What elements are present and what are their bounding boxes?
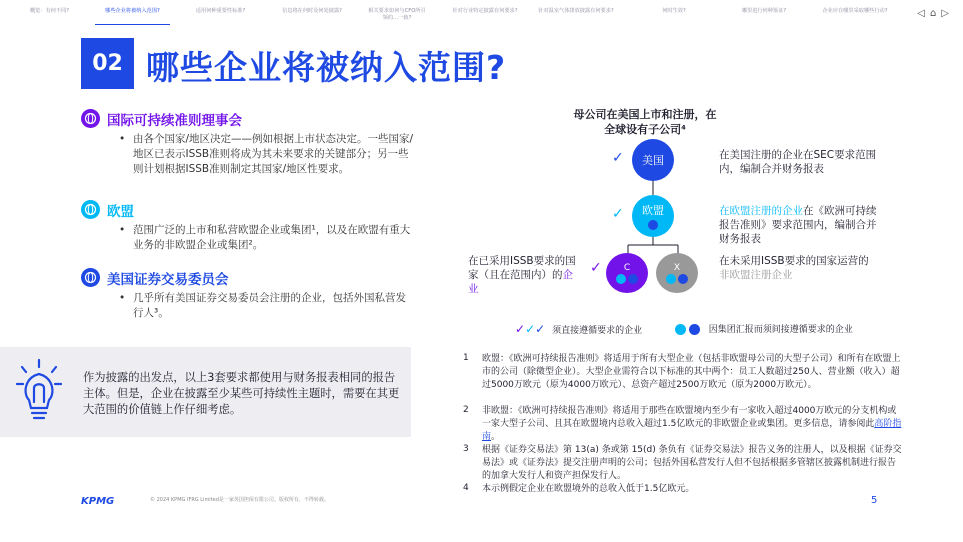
- note-x: [719, 254, 879, 282]
- legend-indirect: [675, 322, 853, 335]
- nav-item-industry[interactable]: 针对行业特定披露有何要求?: [452, 8, 518, 14]
- node-x-dots: [666, 274, 688, 284]
- node-x-dot-eu-icon: [666, 274, 676, 284]
- section-text-issb: 由各个国家/地区决定——例如根据上市状态决定。一些国家/地区已表示ISSB准则将成为其未来要求的关键部分；另一些则计划根据ISSB准则制定其国家/地区性要求。: [133, 133, 414, 175]
- legend-direct: [515, 322, 642, 336]
- checkmark-c-icon: ✓: [590, 260, 602, 276]
- next-arrow-icon[interactable]: ▷: [941, 8, 949, 19]
- node-c-dots: [616, 274, 638, 284]
- section-title-sec: 美国证券交易委员会: [107, 272, 229, 288]
- bullet-icon: •: [119, 292, 126, 304]
- nav-active-underline: [95, 24, 170, 25]
- note-eu-rest: 在《欧洲可持续报告准则》要求范围内，编制合并财务报表: [719, 205, 877, 245]
- note-c-highlight: 企业: [468, 269, 573, 295]
- sec-globe-icon: [81, 268, 100, 287]
- nav-item-assurance[interactable]: 哪里进行何种鉴证?: [741, 8, 787, 14]
- section-title-issb: 国际可持续准则理事会: [107, 113, 242, 129]
- nav-item-ghg[interactable]: 针对温室气体排放披露有何要求?: [538, 8, 614, 14]
- home-icon[interactable]: ⌂: [929, 8, 937, 19]
- node-c-dot-eu-icon: [616, 274, 626, 284]
- node-x: [656, 253, 698, 293]
- node-eu-label: 欧盟: [642, 204, 664, 217]
- footnote-number: 2: [463, 405, 469, 415]
- copyright-text: © 2024 KPMG IFRG Limited是一家英国担保有限公司。版权所有，不得转载。: [150, 497, 329, 503]
- section-title-eu: 欧盟: [107, 204, 134, 220]
- nav-item-actions[interactable]: 企业应在哪里采取哪些行动?: [822, 8, 888, 14]
- section-body-issb: [119, 132, 415, 177]
- bullet-icon: •: [119, 224, 126, 236]
- note-c: [468, 254, 580, 296]
- bullet-icon: •: [119, 133, 126, 145]
- footnote-text: [482, 405, 902, 443]
- callout-text: 作为披露的出发点，以上3套要求都使用与财务报表相同的报告主体。但是，企业在披露至少某些可持续性主题时，需要在其更大范围的价值链上作仔细考虑。: [83, 371, 400, 416]
- footnote-2-text-a: 非欧盟：《欧洲可持续报告准则》将适用于那些在欧盟境内至少有一家收入超过4000万欧元的分支机构或一家大型子公司、且其在欧盟境内总收入超过1.5亿欧元的非欧盟企业或集团。更多信息，请参阅此: [482, 406, 897, 429]
- checkmark-us-icon: ✓: [612, 150, 624, 166]
- top-navigation: [0, 0, 963, 30]
- footnote-number: 4: [463, 483, 469, 493]
- issb-globe-icon: [81, 109, 100, 128]
- footnote-2-text-b: 。: [491, 431, 501, 442]
- node-c: [606, 253, 648, 293]
- legend-direct-label: 须直接遵循要求的企业: [552, 326, 643, 336]
- note-c-text: 在已采用ISSB要求的国家（且在范围内）的: [468, 255, 576, 281]
- legend-indirect-label: 因集团汇报而须间接遵循要求的企业: [708, 325, 853, 335]
- lightbulb-icon: [16, 358, 62, 424]
- section-number-badge: 02: [81, 38, 134, 89]
- section-text-eu: 范围广泛的上市和私营欧盟企业或集团¹，以及在欧盟有重大业务的非欧盟企业或集团²。: [133, 224, 411, 251]
- page-title: 哪些企业将被纳入范围?: [146, 48, 507, 87]
- page-number: 5: [871, 495, 878, 506]
- prev-arrow-icon[interactable]: ◁: [917, 8, 925, 19]
- nav-item-disclosure-location[interactable]: 信息将在何时及何处披露?: [282, 8, 342, 14]
- footnote-text: 欧盟：《欧洲可持续报告准则》将适用于所有大型企业（包括非欧盟母公司的大型子公司）和所有在欧盟上市的公司（除微型企业）。大型企业需符合以下标准的其中两个：员工人数超过250人、营业额（收入）超过5000万欧元（原为4000万欧元）、总资产超过2500万欧元（原为2000万欧元）。: [482, 354, 901, 390]
- section-text-sec: 几乎所有美国证券交易委员会注册的企业，包括外国私营发行人³。: [133, 292, 406, 319]
- nav-item-scope[interactable]: 哪些企业将被纳入范围?: [105, 8, 160, 14]
- footnote-number: 1: [463, 353, 469, 363]
- legend-dot-cyan-icon: [675, 324, 686, 335]
- nav-item-effective-date[interactable]: 何时生效?: [662, 8, 686, 14]
- footnote-text: 根据《证券交易法》第 13(a) 条或第 15(d) 条负有《证券交易法》报告义务的注册人，以及根据《证券交易法》或《证券法》提交注册声明的公司；包括外国私营发行人但不包括根据多管辖区披露机制进行报告的加拿大发行人和资产担保发行人。: [482, 445, 902, 481]
- nav-item-materiality[interactable]: 适用何种重要性标准?: [195, 8, 246, 14]
- guide-link[interactable]: 高阶指南: [482, 418, 902, 442]
- node-eu-dot-icon: [648, 220, 658, 230]
- checkmark-eu-icon: ✓: [612, 206, 624, 222]
- diagram-heading: 母公司在美国上市和注册，在全球设有子公司⁴: [573, 108, 717, 136]
- node-x-dot-us-icon: [678, 274, 688, 284]
- node-x-label: X: [673, 262, 681, 273]
- node-c-dot-us-icon: [628, 274, 638, 284]
- eu-globe-icon: [81, 200, 100, 219]
- nav-controls: [917, 8, 949, 19]
- node-us: 美国: [632, 139, 674, 181]
- kpmg-logo: KPMG: [81, 496, 115, 507]
- note-x-highlight: 非欧盟注册企业: [719, 269, 793, 281]
- section-body-eu: [119, 223, 415, 253]
- nav-item-overview[interactable]: 概览：有何不同?: [29, 8, 70, 14]
- note-us: 在美国注册的企业在SEC要求范围内，编制合并财务报表: [719, 149, 877, 175]
- node-c-label: C: [623, 262, 631, 273]
- footnote-number: 3: [463, 444, 469, 454]
- legend-check-cyan-icon: ✓: [525, 322, 536, 336]
- section-body-sec: [119, 291, 415, 321]
- legend-dot-blue-icon: [689, 324, 700, 335]
- note-eu-highlight: 在欧盟注册的企业: [719, 205, 803, 217]
- note-eu: [719, 204, 879, 246]
- node-eu: [632, 195, 674, 237]
- footnote-text: 本示例假定企业在欧盟境外的总收入低于1.5亿欧元。: [482, 484, 695, 494]
- legend-check-purple-icon: ✓: [515, 322, 526, 336]
- legend-check-blue-icon: ✓: [535, 322, 546, 336]
- nav-item-cfo-alignment[interactable]: 相关要求如何与CFO所引领的…一致?: [368, 8, 426, 21]
- note-x-text: 在未采用ISSB要求的国家运营的: [719, 255, 869, 267]
